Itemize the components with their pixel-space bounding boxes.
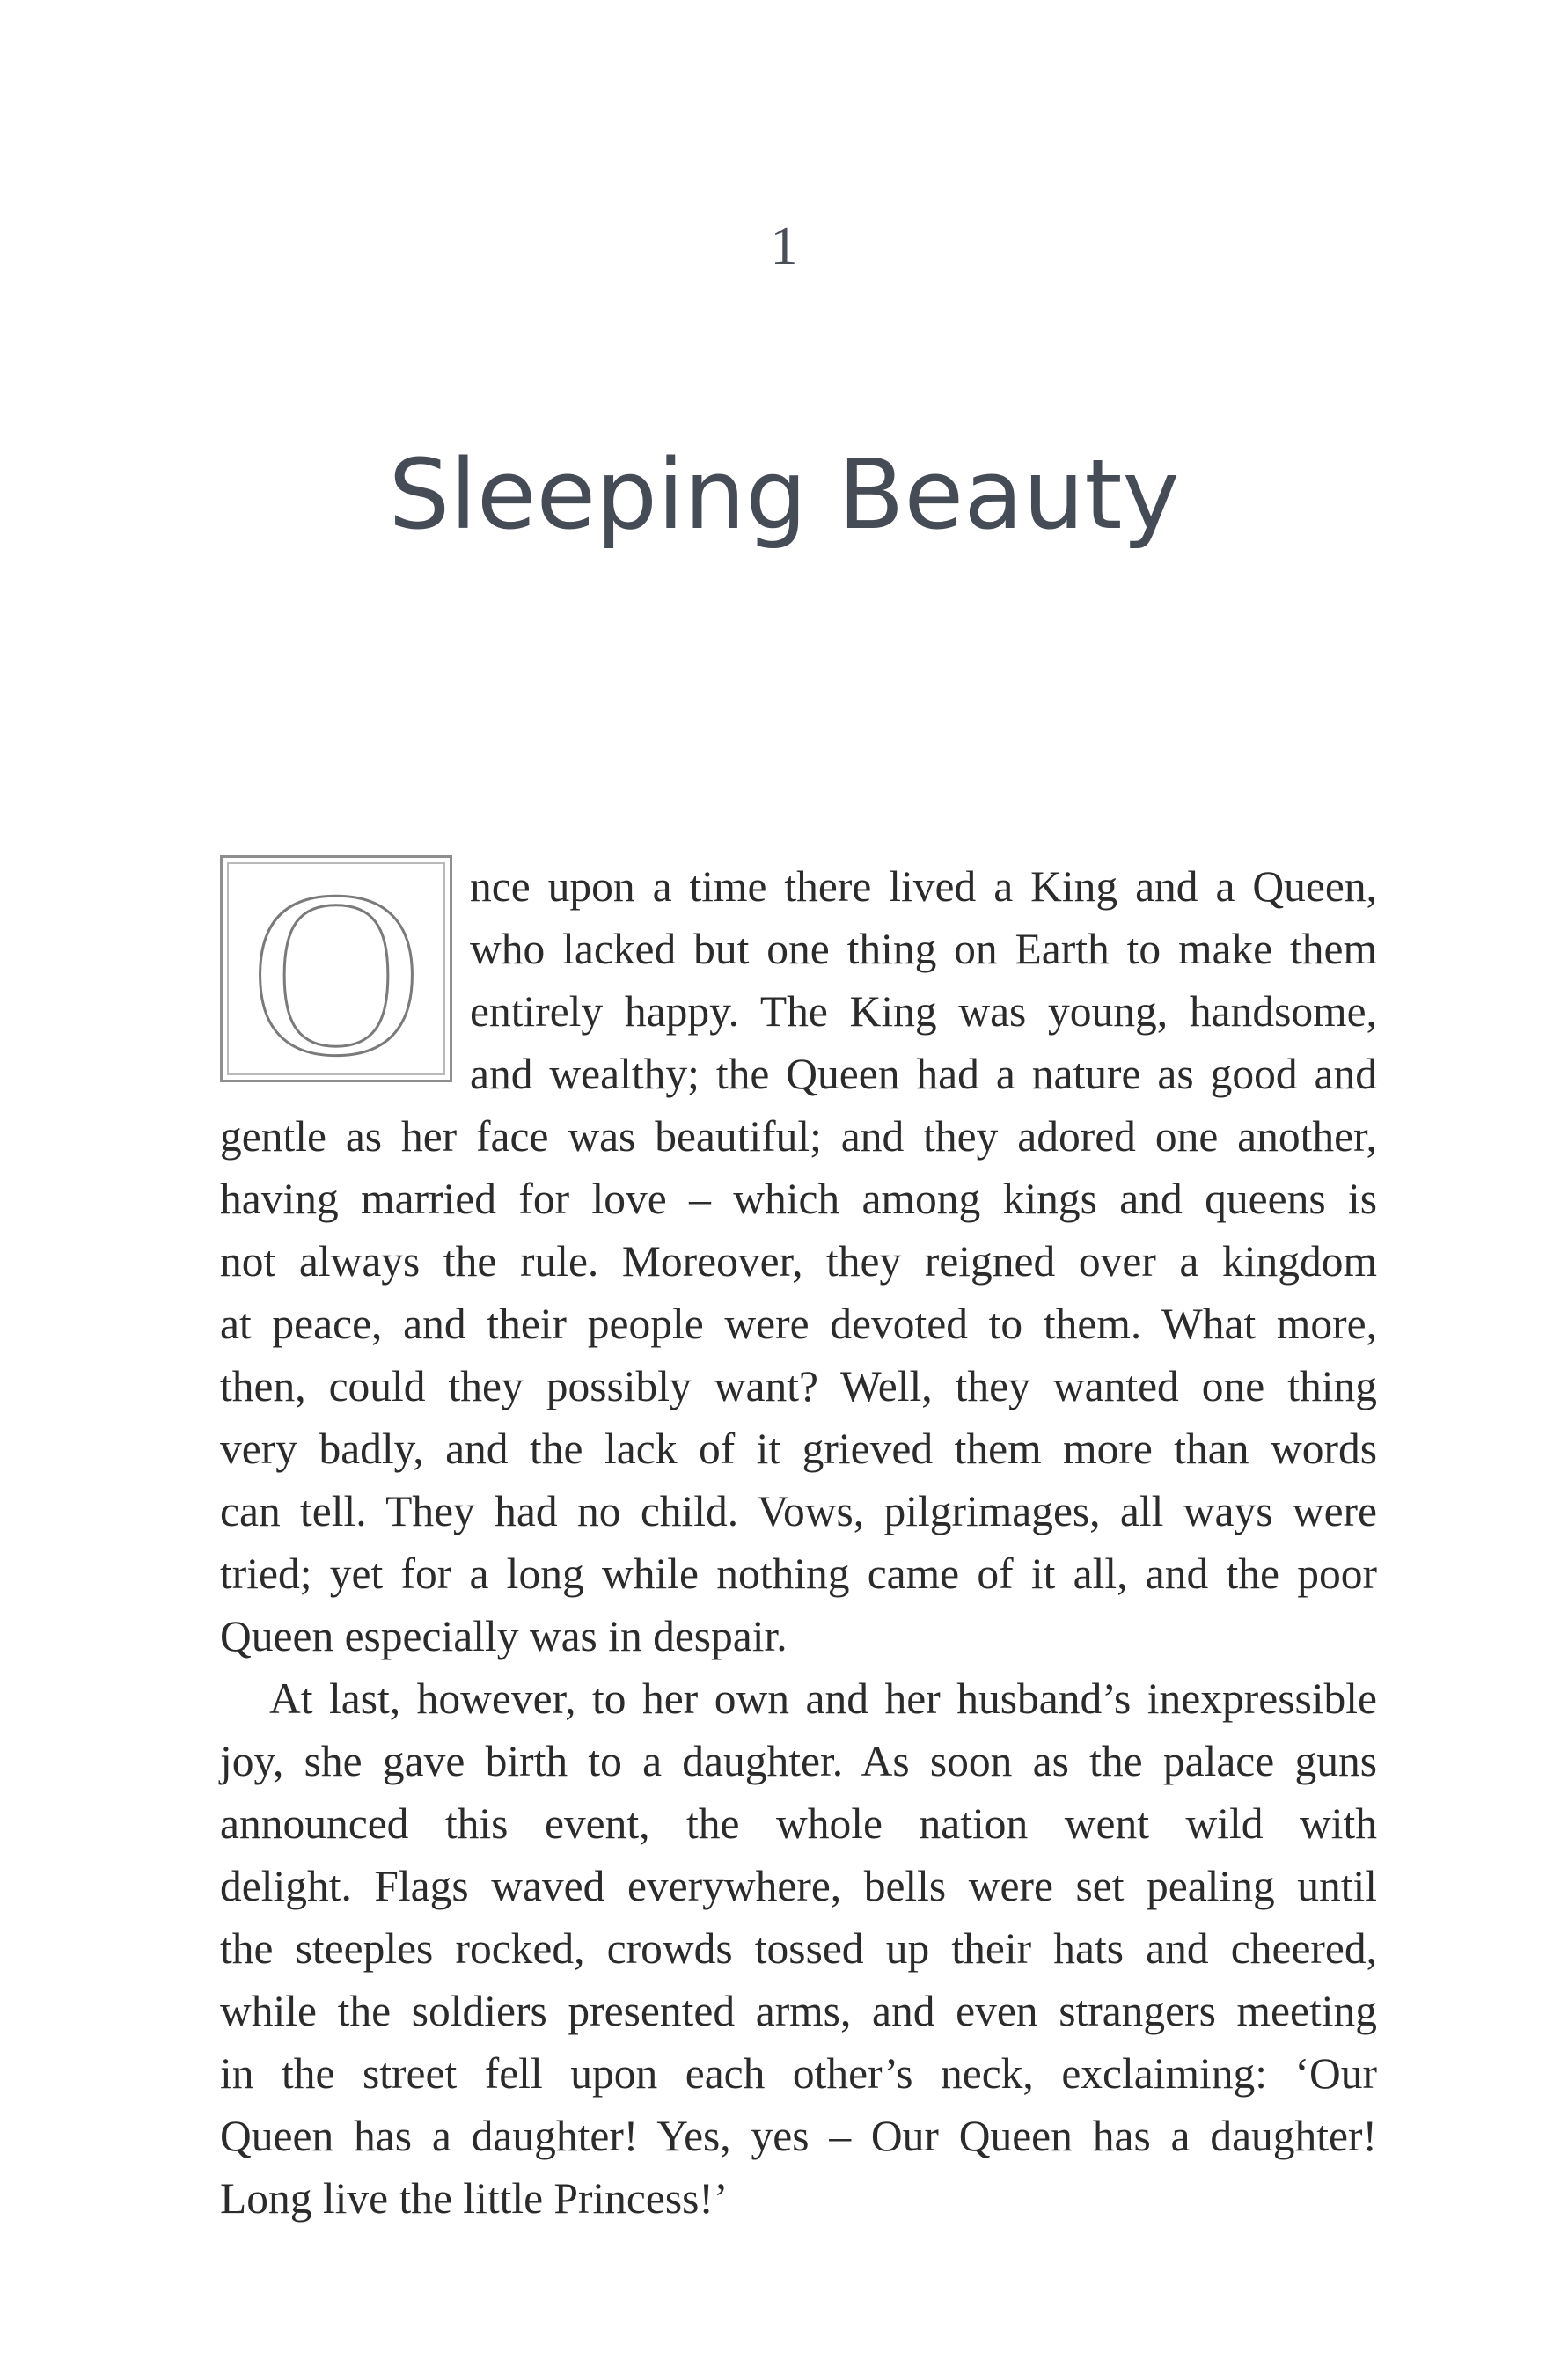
chapter-body — [220, 855, 1377, 2230]
paragraph-2 — [220, 1667, 1377, 2230]
text-line: in the street fell upon each other’s neck, exclaiming: ‘Our — [220, 2049, 1377, 2098]
text-line: who lacked but one thing on Earth to make them — [470, 925, 1377, 973]
text-line: tried; yet for a long while nothing came of it all, and the poor — [220, 1549, 1377, 1598]
text-line: Long live the little Princess!’ — [220, 2174, 729, 2223]
chapter-title: Sleeping Beauty — [388, 438, 1180, 551]
text-line: having married for love – which among kings and queens is — [220, 1175, 1377, 1223]
text-line: announced this event, the whole nation went wild with — [220, 1799, 1377, 1848]
text-line: At last, however, to her own and her husband’s inexpressible — [269, 1674, 1377, 1723]
text-line: Queen has a daughter! Yes, yes – Our Queen has a daughter! — [220, 2112, 1377, 2160]
text-line: joy, she gave birth to a daughter. As soon as the palace guns — [220, 1737, 1377, 1785]
text-line: gentle as her face was beautiful; and they adored one another, — [220, 1112, 1377, 1161]
text-line: very badly, and the lack of it grieved them more than words — [220, 1425, 1377, 1473]
text-line: entirely happy. The King was young, handsome, — [470, 987, 1377, 1036]
text-line: and wealthy; the Queen had a nature as good and — [470, 1050, 1377, 1098]
text-line: then, could they possibly want? Well, they wanted one thing — [220, 1362, 1377, 1410]
paragraph-1 — [220, 855, 1377, 1667]
text-line: delight. Flags waved everywhere, bells were set pealing until — [220, 1862, 1377, 1910]
text-line: the steeples rocked, crowds tossed up their hats and cheered, — [220, 1924, 1377, 1973]
text-line: while the soldiers presented arms, and even strangers meeting — [220, 1987, 1377, 2035]
text-line: can tell. They had no child. Vows, pilgrimages, all ways were — [220, 1487, 1377, 1535]
text-line: Queen especially was in despair. — [220, 1612, 788, 1660]
chapter-number: 1 — [770, 216, 798, 276]
text-line: nce upon a time there lived a King and a Queen, — [470, 862, 1377, 911]
drop-cap-letter: O — [250, 867, 422, 1071]
text-line: not always the rule. Moreover, they reigned over a kingdom — [220, 1237, 1377, 1286]
text-line: at peace, and their people were devoted to them. What more, — [220, 1300, 1377, 1348]
